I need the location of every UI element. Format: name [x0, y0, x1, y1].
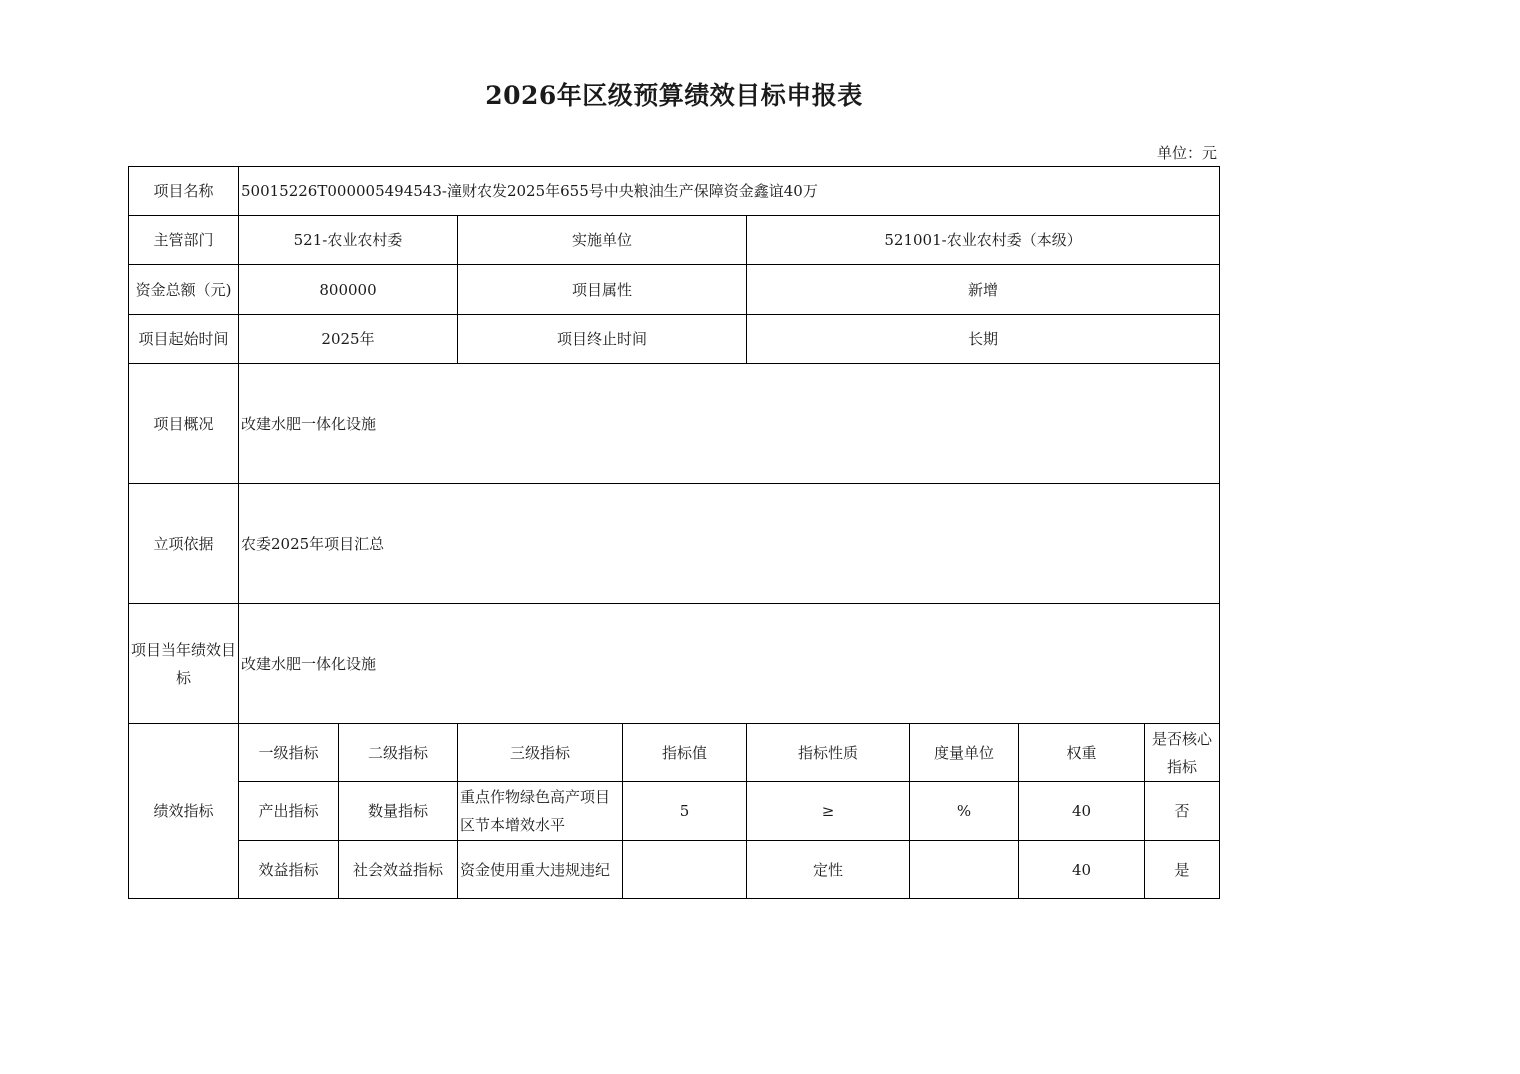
attr-label: 项目属性: [458, 265, 747, 315]
header-level3: 三级指标: [458, 724, 623, 782]
funds-label: 资金总额（元): [129, 265, 239, 315]
row1-level2: 数量指标: [339, 782, 458, 841]
row2-core: 是: [1145, 841, 1220, 899]
end-value: 长期: [747, 315, 1220, 364]
start-value: 2025年: [239, 315, 458, 364]
end-label: 项目终止时间: [458, 315, 747, 364]
row2-unit: [910, 841, 1019, 899]
row-period: [129, 315, 1220, 364]
basis-label: 立项依据: [129, 484, 239, 604]
header-level1: 一级指标: [239, 724, 339, 782]
dept-value: 521-农业农村委: [239, 216, 458, 265]
header-core: 是否核心指标: [1145, 724, 1220, 782]
goal-value: 改建水肥一体化设施: [239, 604, 1220, 724]
header-value: 指标值: [623, 724, 747, 782]
overview-label: 项目概况: [129, 364, 239, 484]
header-weight: 权重: [1019, 724, 1145, 782]
row-funds: [129, 265, 1220, 315]
row1-level3: 重点作物绿色高产项目区节本增效水平: [458, 782, 623, 841]
row1-level1: 产出指标: [239, 782, 339, 841]
row1-nature: ≥: [747, 782, 910, 841]
header-unit: 度量单位: [910, 724, 1019, 782]
impl-label: 实施单位: [458, 216, 747, 265]
row-department: [129, 216, 1220, 265]
dept-label: 主管部门: [129, 216, 239, 265]
row1-core: 否: [1145, 782, 1220, 841]
row1-weight: 40: [1019, 782, 1145, 841]
budget-form-table: [128, 166, 1220, 899]
row-goal: [129, 604, 1220, 724]
header-nature: 指标性质: [747, 724, 910, 782]
indicators-section-label: 绩效指标: [129, 724, 239, 899]
table-row: [129, 782, 1220, 841]
row2-weight: 40: [1019, 841, 1145, 899]
unit-label: 单位：元: [1156, 144, 1217, 162]
impl-value: 521001-农业农村委（本级）: [747, 216, 1220, 265]
overview-value: 改建水肥一体化设施: [239, 364, 1220, 484]
indicator-header-row: [129, 724, 1220, 782]
row2-level3: 资金使用重大违规违纪: [458, 841, 623, 899]
row1-value: 5: [623, 782, 747, 841]
row-overview: [129, 364, 1220, 484]
row2-value: [623, 841, 747, 899]
header-level2: 二级指标: [339, 724, 458, 782]
attr-value: 新增: [747, 265, 1220, 315]
start-label: 项目起始时间: [129, 315, 239, 364]
row2-level1: 效益指标: [239, 841, 339, 899]
goal-label: 项目当年绩效目标: [129, 604, 239, 724]
project-name-label: 项目名称: [129, 167, 239, 216]
project-name-value: 50015226T000005494543-潼财农发2025年655号中央粮油生产保障资金鑫谊40万: [239, 167, 1220, 216]
table-row: [129, 841, 1220, 899]
row2-level2: 社会效益指标: [339, 841, 458, 899]
funds-value: 800000: [239, 265, 458, 315]
row-project-name: [129, 167, 1220, 216]
page-title: 2026年区级预算绩效目标申报表: [485, 81, 863, 110]
row2-nature: 定性: [747, 841, 910, 899]
basis-value: 农委2025年项目汇总: [239, 484, 1220, 604]
row-basis: [129, 484, 1220, 604]
row1-unit: %: [910, 782, 1019, 841]
